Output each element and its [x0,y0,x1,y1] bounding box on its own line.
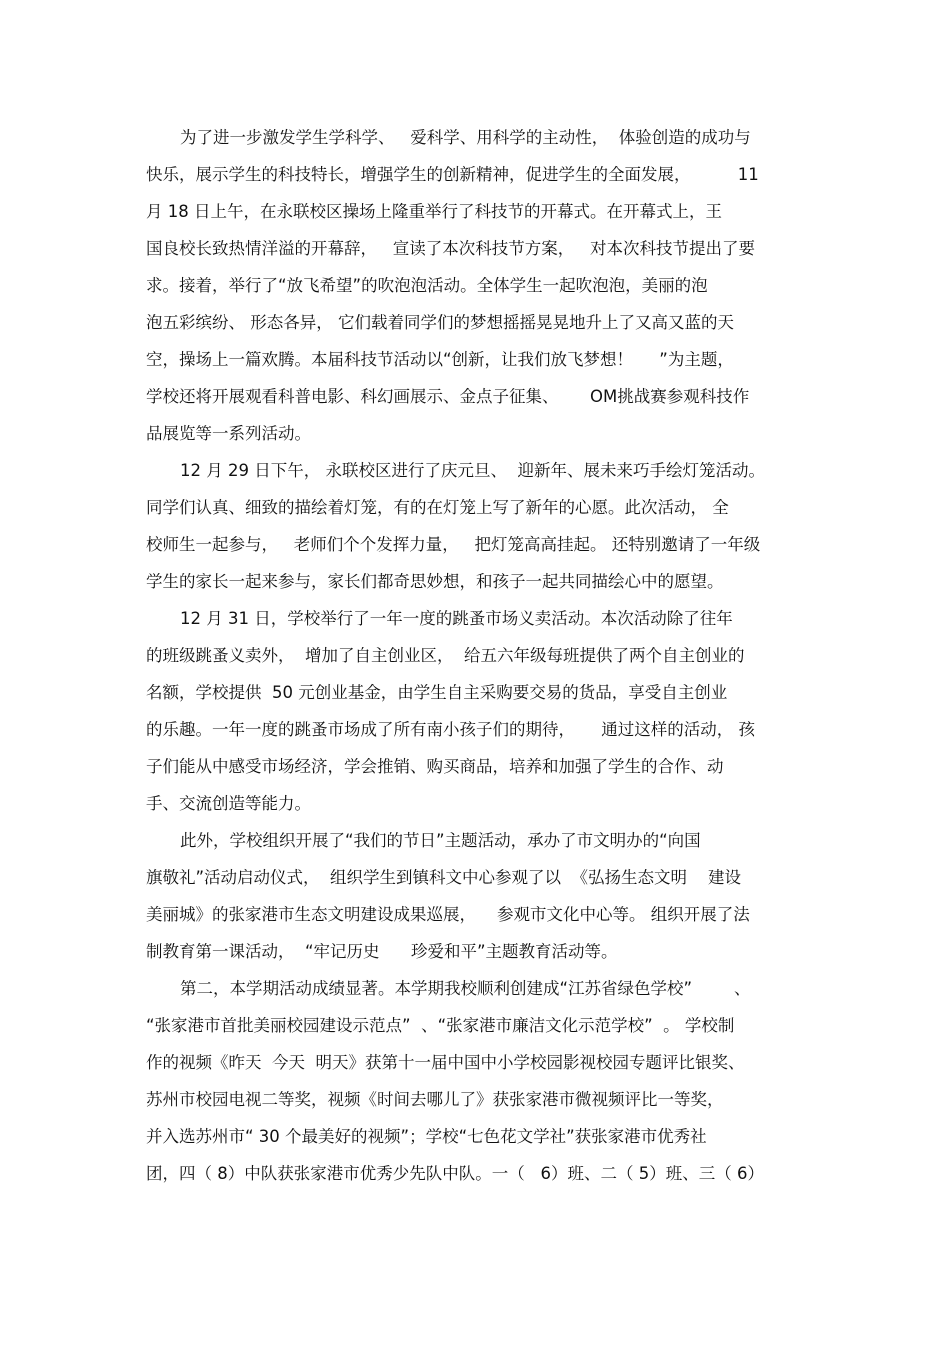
text-line: 泡五彩缤纷、 形态各异， 它们载着同学们的梦想摇摇晃晃地升上了又高又蓝的天 [146,313,734,332]
text-line: 作的视频《昨天 今天 明天》获第十一届中国中小学校园影视校园专题评比银奖、 [146,1053,745,1072]
text-line: 空，操场上一篇欢腾。本届科技节活动以“创新，让我们放飞梦想！ ”为主题， [146,350,734,369]
text-line: 此外，学校组织开展了“我们的节日”主题活动，承办了市文明办的“向国 [180,831,701,850]
text-line: 美丽城》的张家港市生态文明建设成果巡展， 参观市文化中心等。 组织开展了法 [146,905,750,924]
text-line: 学生的家长一起来参与，家长们都奇思妙想，和孩子一起共同描绘心中的愿望。 [146,572,724,591]
paragraph-flea-market [146,600,806,822]
text-line: 手、交流创造等能力。 [146,794,311,813]
text-line: 求。接着，举行了“放飞希望”的吹泡泡活动。全体学生一起吹泡泡，美丽的泡 [146,276,708,295]
paragraph-lantern-activity [146,452,806,600]
text-line: 学校还将开展观看科普电影、科幻画展示、金点子征集、 OM挑战赛参观科技作 [146,387,750,406]
text-line: 12 月 29 日下午， 永联校区进行了庆元旦、 迎新年、展未来巧手绘灯笼活动。 [180,461,765,480]
text-line: 国良校长致热情洋溢的开幕辞， 宣读了本次科技节方案， 对本次科技节提出了要 [146,239,755,258]
text-line: 子们能从中感受市场经济，学会推销、购买商品，培养和加强了学生的合作、动 [146,757,724,776]
paragraph-festival-activities [146,822,806,970]
text-line: 的乐趣。一年一度的跳蚤市场成了所有南小孩子们的期待， 通过这样的活动， 孩 [146,720,755,739]
text-line: 苏州市校园电视二等奖，视频《时间去哪儿了》获张家港市微视频评比一等奖， [146,1090,724,1109]
text-line: 月 18 日上午，在永联校区操场上隆重举行了科技节的开幕式。在开幕式上，王 [146,202,722,221]
document-body [146,119,806,1192]
text-line: 12 月 31 日，学校举行了一年一度的跳蚤市场义卖活动。本次活动除了往年 [180,609,733,628]
text-line: 团，四（ 8）中队获张家港市优秀少先队中队。一（ 6）班、二（ 5）班、三（ 6） [146,1164,764,1183]
paragraph-science-festival [146,119,806,452]
text-line: 制教育第一课活动， “牢记历史 珍爱和平”主题教育活动等。 [146,942,618,961]
text-line: 同学们认真、细致的描绘着灯笼，有的在灯笼上写了新年的心愿。此次活动， 全 [146,498,729,517]
text-line: 名额，学校提供 50 元创业基金，由学生自主采购要交易的货品，享受自主创业 [146,683,728,702]
text-line: 品展览等一系列活动。 [146,424,311,443]
text-line: 旗敬礼”活动启动仪式， 组织学生到镇科文中心参观了以 《弘扬生态文明 建设 [146,868,742,887]
text-line: 快乐，展示学生的科技特长，增强学生的创新精神，促进学生的全面发展， 11 [146,165,759,184]
text-line: 的班级跳蚤义卖外， 增加了自主创业区， 给五六年级每班提供了两个自主创业的 [146,646,745,665]
text-line: 第二，本学期活动成绩显著。本学期我校顺利创建成“江苏省绿色学校” 、 [180,979,751,998]
text-line: 并入选苏州市“ 30 个最美好的视频”；学校“七色花文学社”获张家港市优秀社 [146,1127,707,1146]
text-line: 为了进一步激发学生学科学、 爱科学、用科学的主动性， 体验创造的成功与 [180,128,751,147]
text-line: 校师生一起参与， 老师们个个发挥力量， 把灯笼高高挂起。 还特别邀请了一年级 [146,535,761,554]
text-line: “张家港市首批美丽校园建设示范点” 、“张家港市廉洁文化示范学校” 。 学校制 [146,1016,735,1035]
paragraph-achievements [146,970,806,1192]
